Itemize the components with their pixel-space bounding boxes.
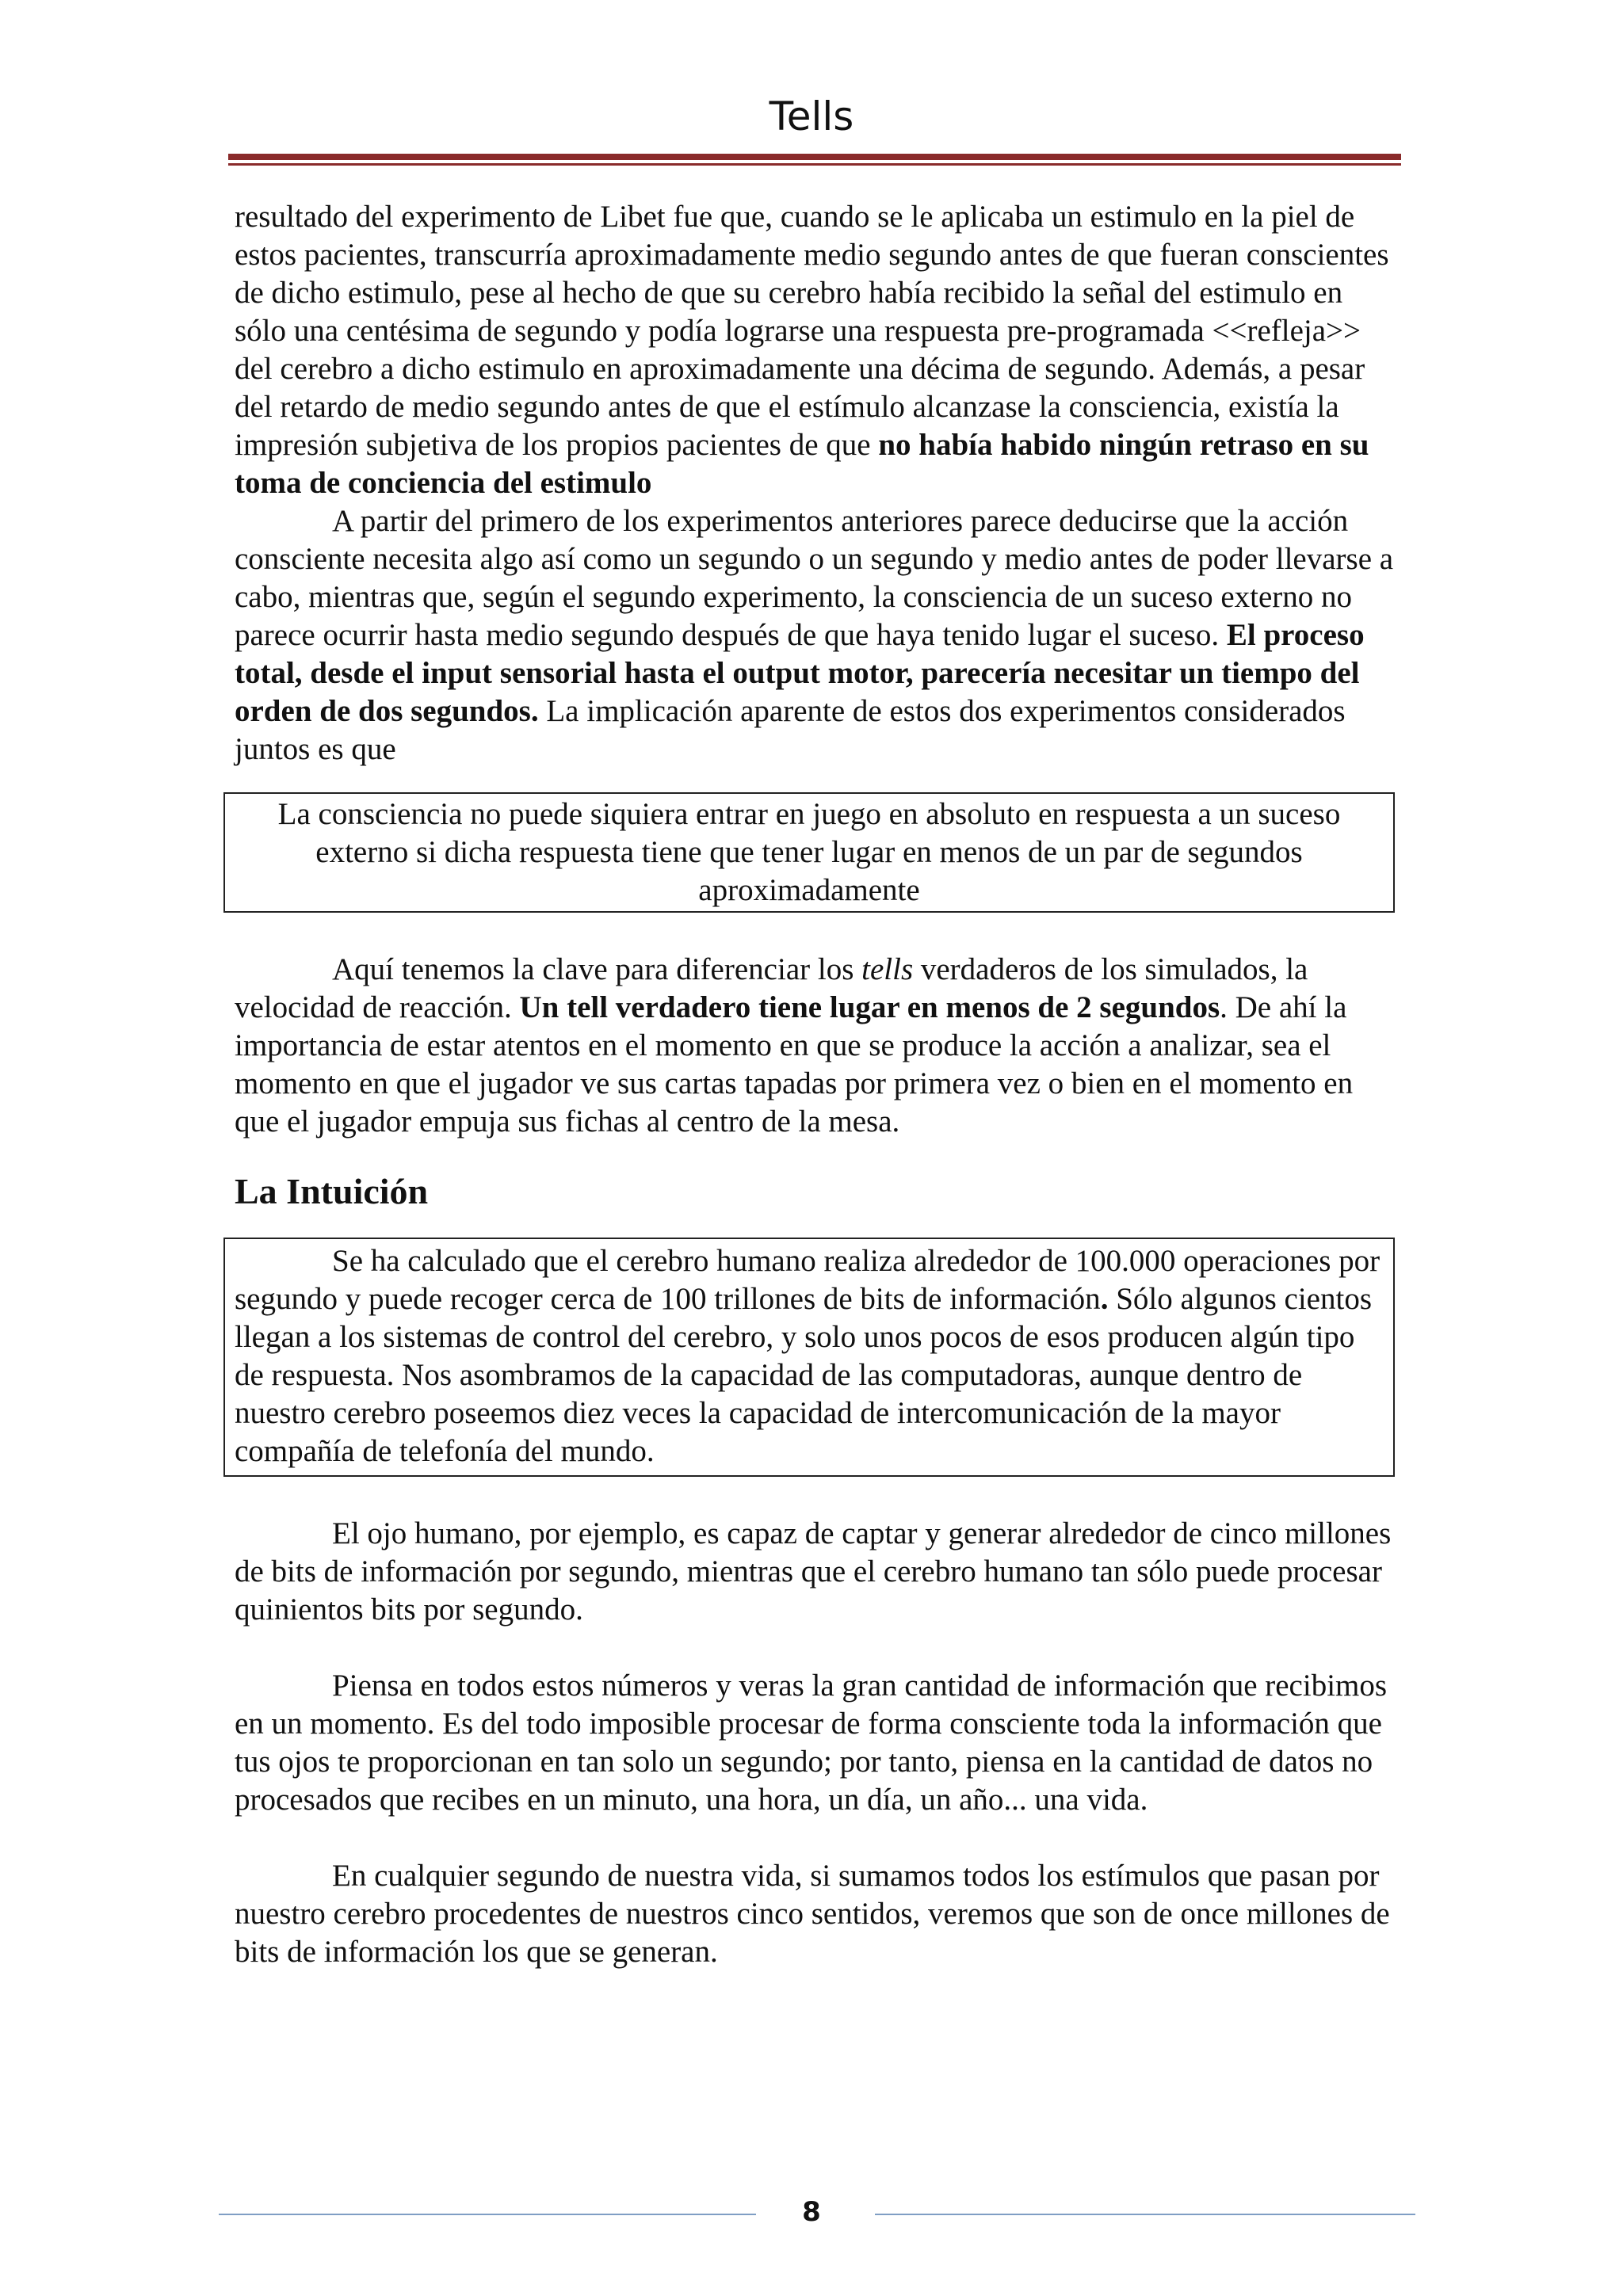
text-span: verdaderos de los simulados, la velocidad de reacción. xyxy=(235,952,1308,1024)
callout-box-brain-operations xyxy=(223,1238,1395,1477)
spacer xyxy=(235,769,1395,792)
paragraph-conscious-action xyxy=(235,502,1395,769)
bold-span: no había habido ningún retraso en su toma de conciencia del estimulo xyxy=(235,428,1369,500)
text-span: A partir del primero de los experimentos anteriores parece deducirse que la acción consciente necesita algo así como un segundo o un segundo y medio antes de poder llevarse a cabo, mientras que, según el segundo experimento, la consciencia de un suceso externo no parece ocurrir hasta medio segundo después de que haya tenido lugar el suceso. xyxy=(235,504,1394,652)
text-span: resultado del experimento de Libet fue que, cuando se le aplicaba un estimulo en la piel de estos pacientes, transcurría aproximadamente medio segundo antes de que fueran conscientes de dicho estimulo, pese al hecho de que su cerebro había recibido la señal del estimulo en sólo una centésima de segundo y podía lograrse una respuesta pre-programada <<refleja>> del cerebro a dicho estimulo en aproximadamente una décima de segundo. Además, a pesar del retardo de medio segundo antes de que el estímulo alcanzase la consciencia, existía la impresión subjetiva de los propios pacientes de que xyxy=(235,200,1389,462)
text-span: . De ahí la importancia de estar atentos en el momento en que se produce la acción a analizar, sea el momento en que el jugador ve sus cartas tapadas por primera vez o bien en el momento en que el jugador empuja sus fichas al centro de la mesa. xyxy=(235,990,1354,1138)
header-rule-thick xyxy=(228,154,1401,160)
footer-rule-right xyxy=(875,2214,1415,2215)
text-span: La implicación aparente de estos dos experimentos considerados juntos es que xyxy=(235,694,1346,766)
paragraph-think-numbers: Piensa en todos estos números y veras la gran cantidad de información que recibimos en un momento. Es del todo imposible procesar de forma consciente toda la información que tus ojos te proporcionan en tan solo un segundo; por tanto, piensa en la cantidad de datos no procesados que recibes en un minuto, una hora, un día, un año... una vida. xyxy=(235,1669,1388,1817)
bold-span: Un tell verdadero tiene lugar en menos de 2 segundos xyxy=(519,990,1220,1024)
spacer xyxy=(235,1819,1395,1857)
running-header-title: Tells xyxy=(769,93,854,139)
italic-span: tells xyxy=(861,952,914,986)
body-content xyxy=(235,198,1395,1971)
header-rule-thin xyxy=(228,163,1401,166)
page-number: 8 xyxy=(802,2196,821,2228)
section-heading-intuicion: La Intuición xyxy=(235,1171,429,1211)
paragraph-five-senses: En cualquier segundo de nuestra vida, si sumamos todos los estímulos que pasan por nuestro cerebro procedentes de nuestros cinco sentidos, veremos que son de once millones de bits de información los que se generan. xyxy=(235,1859,1390,1969)
box-paragraph xyxy=(235,1242,1385,1470)
paragraph-reaction-speed xyxy=(235,951,1395,1141)
bold-span: . xyxy=(1100,1282,1109,1316)
bold-span: El proceso total, desde el input sensorial hasta el output motor, parecería necesitar un tiempo del orden de dos segundos. xyxy=(235,618,1365,728)
paragraph-human-eye: El ojo humano, por ejemplo, es capaz de captar y generar alrededor de cinco millones de bits de información por segundo, mientras que el cerebro humano tan sólo puede procesar quinientos bits por segundo. xyxy=(235,1516,1392,1627)
callout-box-consciousness: La consciencia no puede siquiera entrar en juego en absoluto en respuesta a un suceso externo si dicha respuesta tiene que tener lugar en menos de un par de segundos aproximadamente xyxy=(223,792,1395,913)
text-span: Sólo algunos cientos llegan a los sistemas de control del cerebro, y solo unos pocos de esos producen algún tipo de respuesta. Nos asombramos de la capacidad de las computadoras, aunque dentro de nuestro cerebro poseemos diez veces la capacidad de intercomunicación de la mayor compañía de telefonía del mundo. xyxy=(235,1282,1373,1468)
spacer xyxy=(235,1477,1395,1515)
spacer xyxy=(235,1629,1395,1667)
spacer xyxy=(235,913,1395,951)
text-span: Aquí tenemos la clave para diferenciar los xyxy=(332,952,862,986)
text-span: Se ha calculado que el cerebro humano realiza alrededor de 100.000 operaciones por segundo y puede recoger cerca de 100 trillones de bits de información xyxy=(235,1244,1381,1316)
paragraph-libet-result xyxy=(235,198,1395,502)
